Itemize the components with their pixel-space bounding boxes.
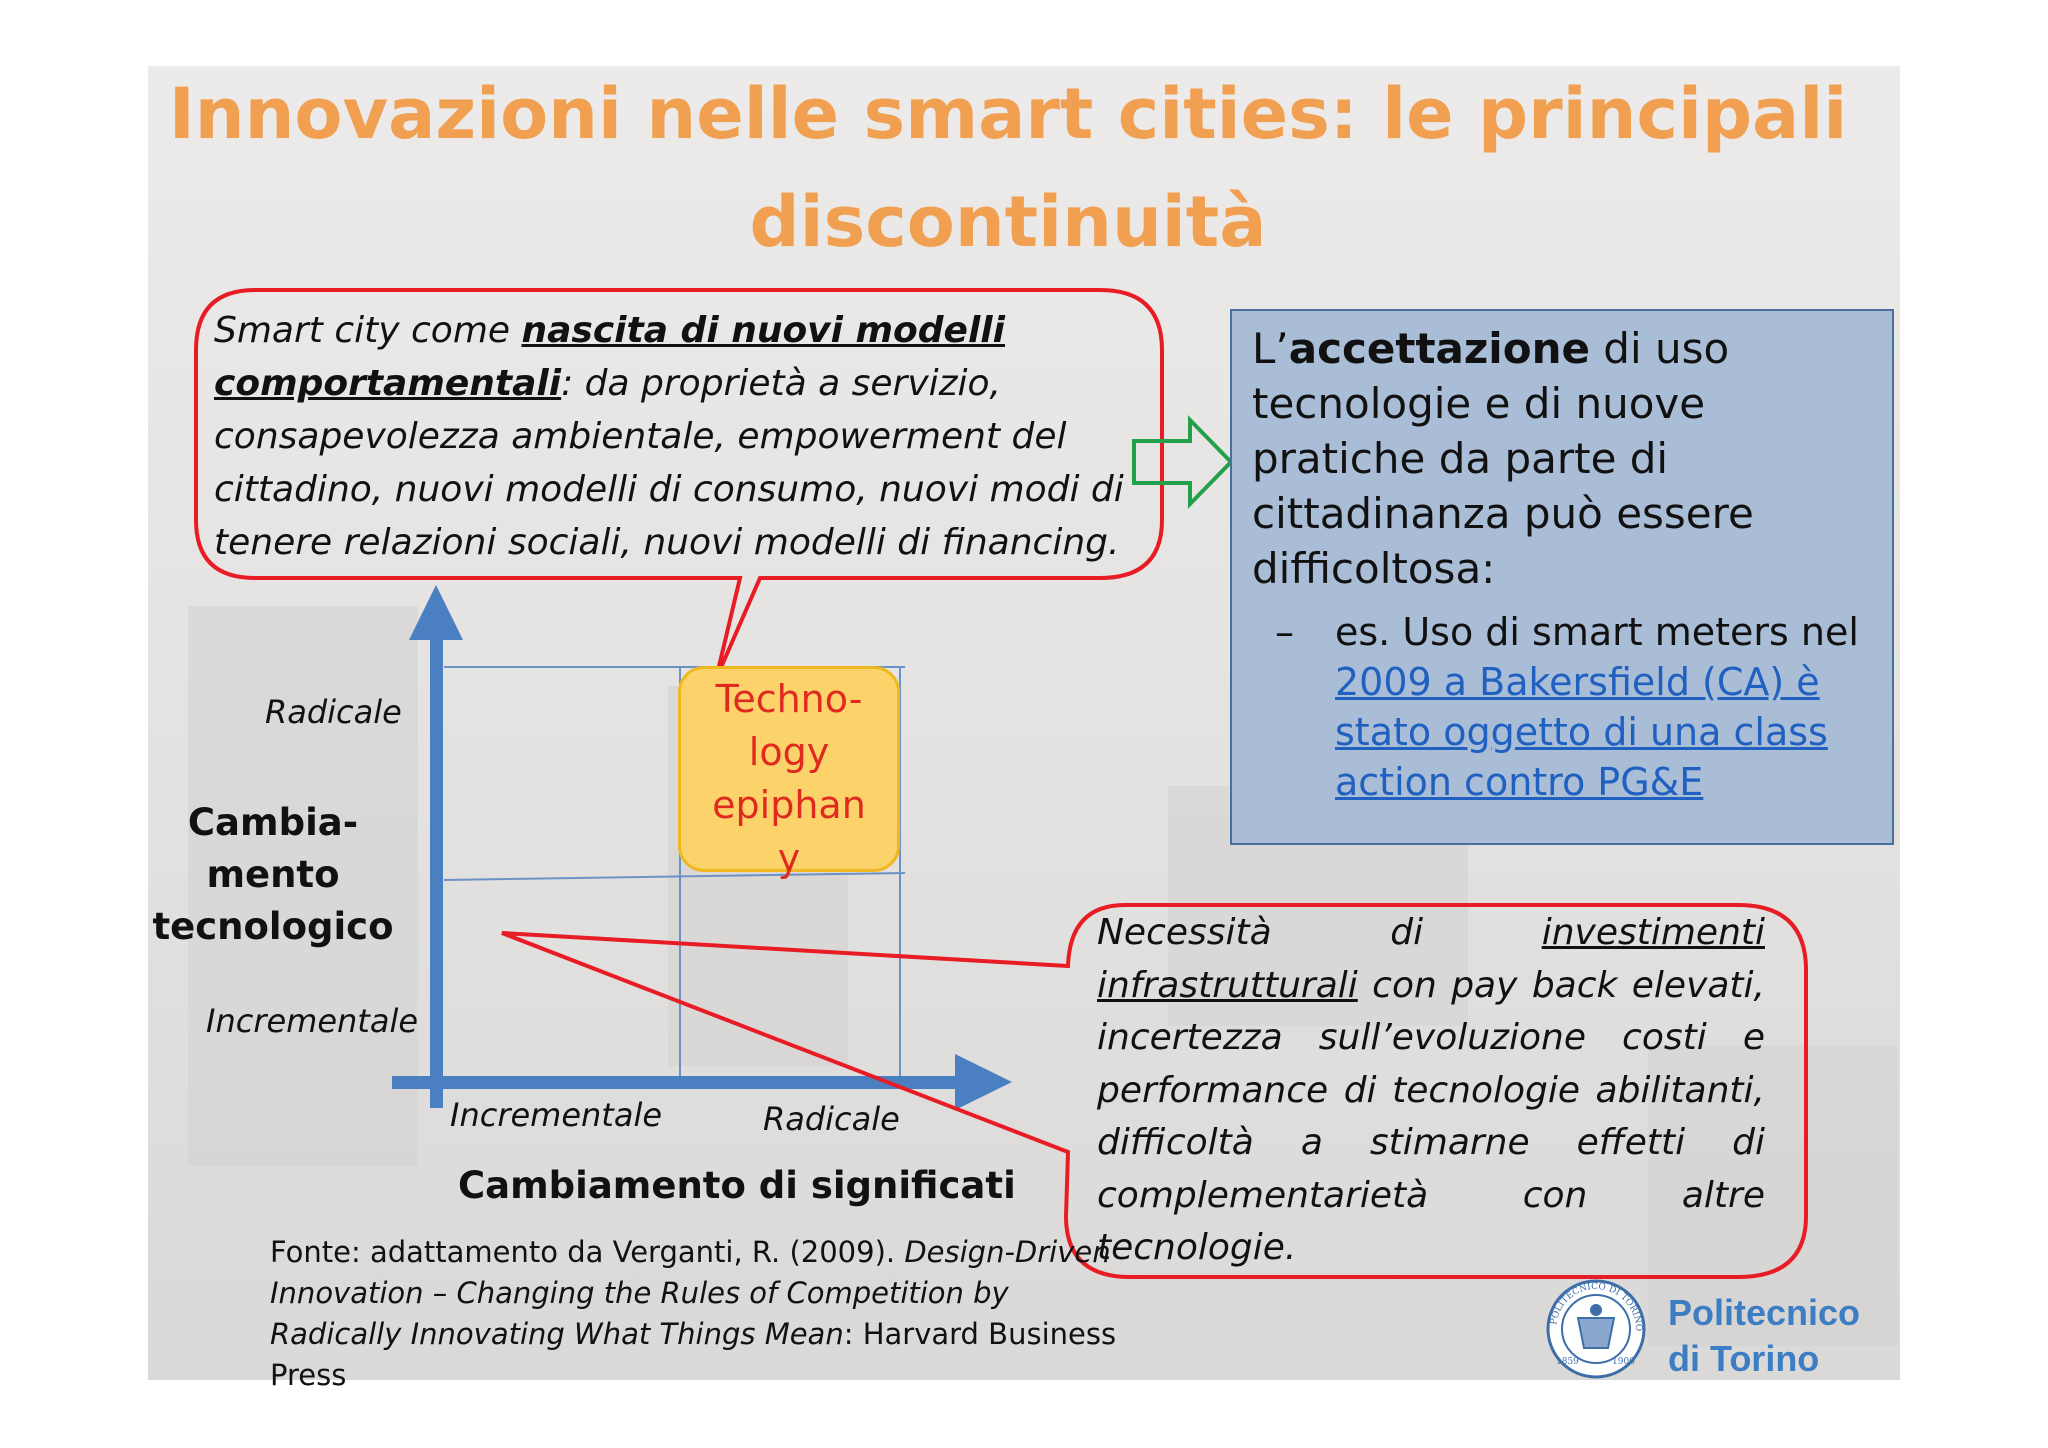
emphasis-new-models: nascita di nuovi modelli — [521, 310, 1005, 351]
top-bubble-text: Smart city come nascita di nuovi modelli comportamentali: da proprietà a servizio, consapevolezza ambientale, empowerment del cittadino, nuovi modelli di consumo, nuovi modi di tenere relazioni sociali, nuovi modelli di financing. — [214, 310, 1124, 563]
technology-epiphany-cell: Techno- logy epiphan y — [678, 666, 900, 872]
y-axis-title: Cambia- mento tecnologico — [152, 801, 394, 948]
title-line-1: Innovazioni nelle smart cities: le principali — [168, 73, 1848, 155]
title-line-2: discontinuità — [749, 181, 1267, 263]
y-axis — [430, 628, 443, 1108]
acceptance-box — [1230, 309, 1894, 845]
seal-year-right: 1906 — [1612, 1357, 1635, 1367]
bakersfield-link[interactable]: 2009 a Bakersfield (CA) è stato oggetto di una class action contro PG&E — [1335, 660, 1828, 804]
emphasis-investments: investimenti infrastrutturali — [1097, 912, 1765, 1006]
y-axis-arrowhead — [409, 585, 463, 640]
emphasis-behavioural: comportamentali — [214, 363, 562, 404]
dash-bullet: – — [1275, 610, 1294, 654]
acceptance-example: – es. Uso di smart meters nel 2009 a Bakersfield (CA) è stato oggetto di una class action contro PG&E — [1335, 607, 1875, 807]
seal-year-left: 1859 — [1556, 1357, 1579, 1367]
x-low-label: Incrementale — [450, 1096, 663, 1134]
politecnico-logo-text: Politecnico di Torino — [1668, 1292, 1861, 1379]
x-high-label: Radicale — [763, 1100, 900, 1138]
y-low-label: Incrementale — [206, 1002, 419, 1040]
bottom-bubble-text: Necessità di investimenti infrastrutturali con pay back elevati, incertezza sull’evoluzione costi e performance di tecnologie abilitanti, difficoltà a stimarne effetti di complementarietà con altre tecnologie. — [1097, 912, 1765, 1268]
seal-text: POLITECNICO DI TORINO — [1549, 1281, 1644, 1332]
x-axis-title: Cambiamento di significati — [458, 1164, 1016, 1207]
source-citation: Fonte: adattamento da Verganti, R. (2009). Design-Driven Innovation – Changing the Rules of Competition by Radically Innovating What Things Mean: Harvard Business Press — [270, 1235, 1117, 1392]
green-arrow — [1134, 420, 1231, 504]
x-axis-arrowhead — [955, 1054, 1012, 1110]
acceptance-text: L’accettazione di uso tecnologie e di nuove pratiche da parte di cittadinanza può essere difficoltosa: — [1252, 324, 1754, 593]
y-high-label: Radicale — [265, 693, 402, 731]
grid-line-middle — [444, 873, 905, 880]
